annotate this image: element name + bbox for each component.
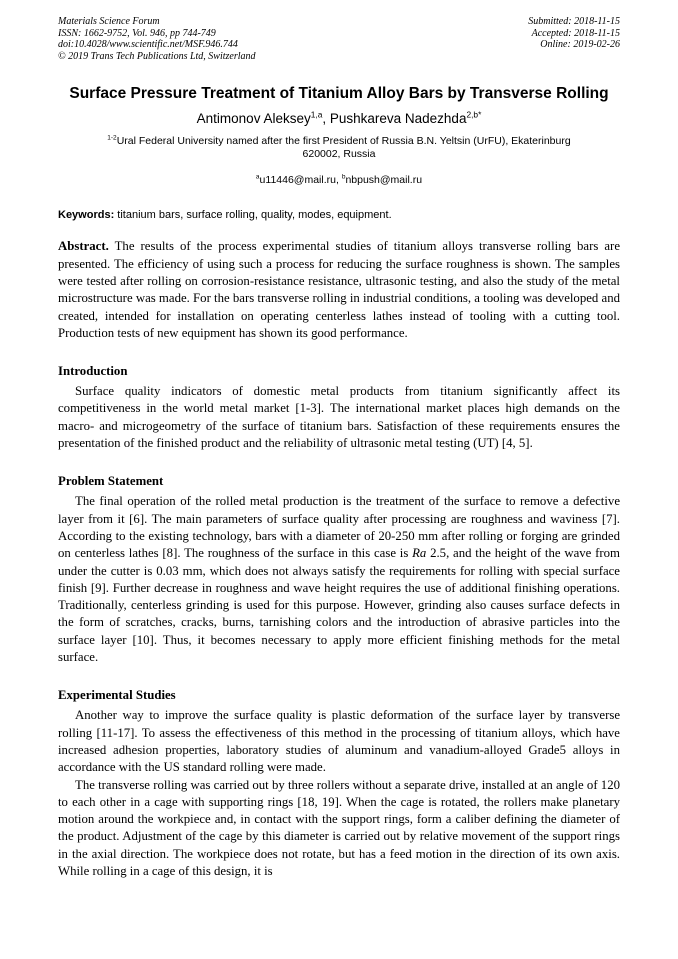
- journal-doi: doi:10.4028/www.scientific.net/MSF.946.744: [58, 39, 238, 51]
- paper-title: Surface Pressure Treatment of Titanium Alloy Bars by Transverse Rolling: [69, 85, 609, 103]
- journal-name: Materials Science Forum: [58, 16, 160, 27]
- authors-separator: ,: [322, 111, 330, 127]
- section-heading-experimental-studies: Experimental Studies: [58, 688, 176, 703]
- affiliation-superscript: 1-2: [107, 134, 117, 142]
- email-b: nbpush@mail.ru: [345, 174, 423, 187]
- keywords-line: [58, 209, 620, 221]
- author-1-name: Antimonov Aleksey: [196, 111, 311, 127]
- journal-issn: ISSN: 1662-9752, Vol. 946, pp 744-749: [58, 27, 216, 39]
- problem-statement-body: [58, 493, 620, 666]
- author-2-superscript: 2,b*: [466, 109, 482, 120]
- abstract-label: Abstract.: [58, 239, 109, 254]
- problem-statement-text-post: 2.5, and the height of the wave from under the cutter is 0.03 mm, which does not always satisfy the requirements for rolling with special surface finish [9]. Further decrease in roughness and wave height requires the use of additional finishing operations. Traditionally, centerless grinding is used for this purpose. However, grinding also causes surface defects in the form of scratches, cracks, burns, tarnishing colors and the introduction of abrasive particles into the surface layer [10]. Thus, it becomes necessary to apply more efficient finishing methods for the metal surface.: [58, 546, 620, 665]
- experimental-studies-paragraph-1: Another way to improve the surface quality is plastic deformation of the surface layer by transverse rolling [11-17]. To assess the effectiveness of this method in the processing of titanium alloys, which have increased adhesion properties, laboratory studies of aluminum and vanadium-alloyed Grade5 alloys in accordance with the US standard rolling were made.: [58, 708, 620, 775]
- experimental-studies-paragraph-2: The transverse rolling was carried out by three rollers without a separate drive, installed at an angle of 120 to each other in a cage with supporting rings [18, 19]. When the cage is rotated, the rollers make planetary motion around the workpiece and, in contact with the support rings, form a caliber defining the diameter of the product. Adjustment of the cage by this diameter is carried out by relative movement of the support rings in the axial direction. The workpiece does not rotate, but has a feed motion in the direction of its own axis. While rolling in a cage of this design, it is: [58, 777, 620, 878]
- email-b-superscript: b: [341, 173, 346, 181]
- introduction-body: [58, 383, 620, 452]
- author-2-name: Pushkareva Nadezhda: [329, 111, 467, 127]
- email-a: u11446@mail.ru: [259, 174, 336, 187]
- emails-line: [58, 174, 620, 186]
- affiliation-line: [99, 135, 579, 161]
- authors-line: [58, 111, 620, 126]
- keywords-text: titanium bars, surface rolling, quality, modes, equipment.: [114, 209, 392, 222]
- author-1-superscript: 1,a: [310, 109, 323, 120]
- problem-statement-text-pre: The final operation of the rolled metal production is the treatment of the surface to remove a defective layer from it [6]. The main parameters of surface quality after processing are roughness and waviness [7]. According to the existing technology, bars with a diameter of 20-250 mm after rolling or forging are grinded on centerless lathes [8]. The roughness of the surface in this case is: [58, 494, 620, 561]
- keywords-label: Keywords:: [58, 209, 115, 222]
- masthead-left: [58, 16, 256, 62]
- emails-separator: ,: [335, 174, 342, 187]
- abstract-text: The results of the process experimental studies of titanium alloys transverse rolling bars are presented. The efficiency of using such a process for reducing the surface roughness is shown. The samples were tested after rolling on corrosion-resistance resistance, ultrasonic testing, and also the study of the metal microstructure was made. For the bars transverse rolling in industrial conditions, a tooling was developed and created, intended for installation on operating centerless lathes instead of tooling with a cutting tool. Production tests of new equipment has shown its good performance.: [58, 239, 620, 340]
- masthead-right: [528, 16, 620, 62]
- abstract-paragraph: [58, 238, 620, 342]
- experimental-studies-body: [58, 707, 620, 880]
- introduction-paragraph-1: Surface quality indicators of domestic metal products from titanium significantly affect its competitiveness in the world metal market [1-3]. The international market places high demands on the macro- and microgeometry of the surface of titanium bars. Satisfaction of these requirements ensures the presentation of the finished product and the reliability of ultrasonic metal testing (UT) [4, 5].: [58, 384, 620, 451]
- problem-statement-paragraph-1: [58, 493, 620, 666]
- online-date: Online: 2019-02-26: [540, 39, 620, 51]
- email-a-superscript: a: [255, 173, 260, 181]
- affiliation-text: Ural Federal University named after the first President of Russia B.N. Yeltsin (UrFU), Ekaterinburg 620002, Russia: [116, 135, 571, 161]
- accepted-date: Accepted: 2018-11-15: [531, 27, 620, 39]
- section-heading-introduction: Introduction: [58, 364, 128, 379]
- submitted-date: Submitted: 2018-11-15: [528, 16, 620, 27]
- journal-copyright: © 2019 Trans Tech Publications Ltd, Switzerland: [58, 50, 256, 62]
- section-heading-problem-statement: Problem Statement: [58, 474, 164, 489]
- journal-masthead: [58, 16, 620, 62]
- ra-symbol: Ra: [412, 546, 427, 561]
